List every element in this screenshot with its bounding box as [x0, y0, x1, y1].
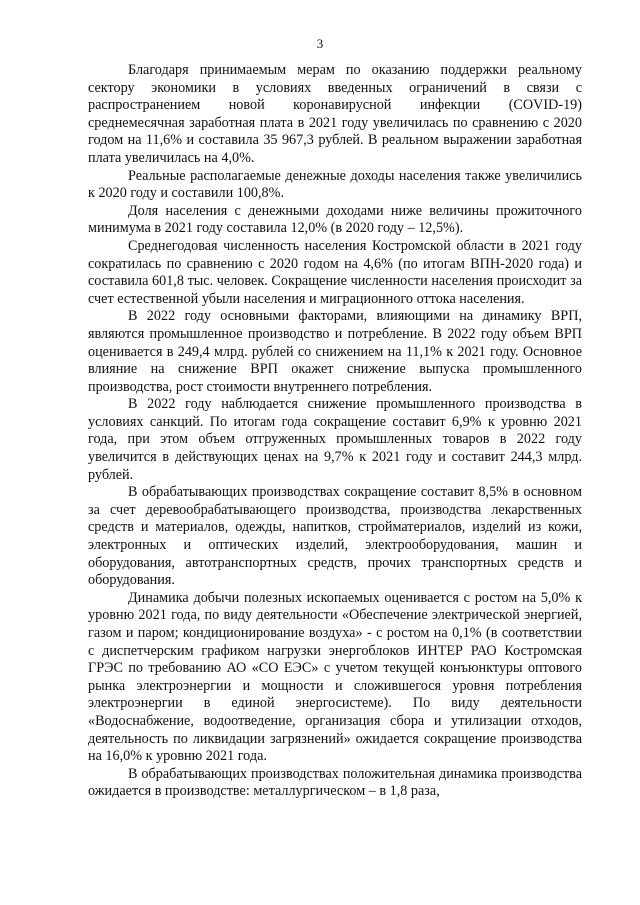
paragraph-industrial-production: В 2022 году наблюдается снижение промышленного производства в условиях санкций. По итогам года сокращение составит 6,9% к уровню 2021 года, при этом объем отгруженных промышленных товаров в 2022 году увеличится в действующих ценах на 9,7% к 2021 году и составит 244,3 млрд. рублей. [88, 396, 582, 483]
paragraph-manufacturing-growth: В обрабатывающих производствах положительная динамика производства ожидается в производстве: металлургическом – в 1,8 раза, [88, 765, 582, 800]
paragraph-grp: В 2022 году основными факторами, влияющими на динамику ВРП, являются промышленное производство и потребление. В 2022 году объем ВРП оценивается в 249,4 млрд. рублей со снижением на 11,1% к 2021 году. Основное влияние на снижение ВРП окажет снижение выпуска промышленного производства, рост стоимости внутреннего потребления. [88, 308, 582, 395]
page-number: 3 [316, 36, 324, 51]
document-body [88, 62, 582, 801]
paragraph-population: Среднегодовая численность населения Костромской области в 2021 году сократилась по сравнению с 2020 годом на 4,6% (по итогам ВПН-2020 года) и составила 601,8 тыс. человек. Сокращение численности населения происходит за счет естественной убыли населения и миграционного оттока населения. [88, 237, 582, 307]
paragraph-wages: Благодаря принимаемым мерам по оказанию поддержки реальному сектору экономики в условиях введенных ограничений в связи с распространением новой коронавирусной инфекции (COVID-19) среднемесячная заработная плата в 2021 году увеличилась по сравнению с 2020 годом на 11,6% и составила 35 967,3 рублей. В реальном выражении заработная плата увеличилась на 4,0%. [88, 62, 582, 166]
paragraph-mining-energy: Динамика добычи полезных ископаемых оценивается с ростом на 5,0% к уровню 2021 года, по виду деятельности «Обеспечение электрической энергией, газом и паром; кондиционирование воздуха» - с ростом на 0,1% (в соответствии с диспетчерским графиком нагрузки энергоблоков ИНТЕР РАО Костромская ГРЭС по требованию АО «СО ЕЭС» с учетом текущей конъюнктуры оптового рынка электроэнергии и мощности и сложившегося уровня потребления электроэнергии в единой энергосистеме). По виду деятельности «Водоснабжение, водоотведение, организация сбора и утилизации отходов, деятельность по ликвидации загрязнений» ожидается сокращение производства на 16,0% к уровню 2021 года. [88, 589, 582, 765]
paragraph-manufacturing-decline: В обрабатывающих производствах сокращение составит 8,5% в основном за счет деревообрабатывающего производства, производства лекарственных средств и материалов, одежды, напитков, стройматериалов, изделий из кожи, электронных и оптических изделий, электрооборудования, машин и оборудования, автотранспортных средств, прочих транспортных средств и оборудования. [88, 484, 582, 589]
paragraph-income: Реальные располагаемые денежные доходы населения также увеличились к 2020 году и составили 100,8%. [88, 167, 582, 202]
paragraph-poverty-share: Доля населения с денежными доходами ниже величины прожиточного минимума в 2021 году составила 12,0% (в 2020 году – 12,5%). [88, 202, 582, 237]
